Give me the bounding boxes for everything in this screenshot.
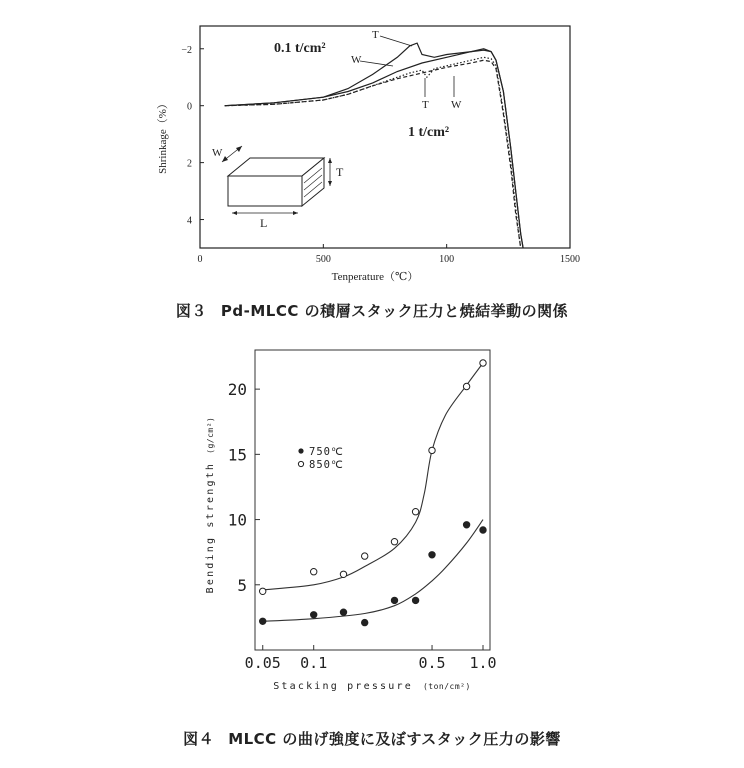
series-line-3 — [225, 60, 521, 248]
x2-tick-label-3: 1.0 — [469, 654, 497, 672]
data-point-s1-8 — [480, 360, 486, 366]
data-point-s0-8 — [480, 527, 486, 533]
data-point-s1-5 — [412, 509, 418, 515]
y2-tick-label-0: 5 — [237, 575, 247, 595]
figure-4-number: 図４ — [183, 730, 215, 748]
figure-3-caption — [0, 300, 744, 321]
y-tick-label-2: 2 — [187, 158, 192, 170]
w-label-high: W — [451, 99, 462, 111]
x-axis-unit: (ton/cm²) — [422, 682, 471, 691]
low-pressure-label: 0.1 t/cm² — [274, 41, 326, 56]
t-label-high: T — [422, 99, 429, 111]
series-line-1 — [225, 50, 523, 248]
x2-tick-label-1: 0.1 — [300, 654, 328, 672]
figure-3 — [150, 8, 590, 288]
figure-3-number: 図３ — [175, 302, 207, 320]
legend-marker-850 — [298, 461, 303, 466]
y-tick-label-3: 4 — [187, 215, 192, 227]
data-point-s0-5 — [412, 597, 418, 603]
data-point-s1-0 — [260, 588, 266, 594]
data-point-s0-7 — [463, 522, 469, 528]
high-pressure-label: 1 t/cm² — [408, 125, 450, 140]
data-point-s0-0 — [260, 618, 266, 624]
legend-label-750: 750℃ — [309, 446, 344, 458]
data-point-s0-3 — [362, 619, 368, 625]
data-point-s0-4 — [391, 597, 397, 603]
series-line-0 — [225, 43, 523, 248]
shrinkage-chart — [150, 8, 590, 288]
inset-t-label: T — [336, 165, 344, 179]
w-label-low: W — [351, 54, 362, 66]
x-axis-label-2 — [273, 681, 471, 692]
legend — [298, 446, 343, 471]
y-axis-label: Shrinkage（%） — [157, 98, 169, 174]
x-tick-label-2: 100 — [439, 254, 455, 265]
sample-block-inset — [212, 146, 344, 230]
data-point-s1-6 — [429, 447, 435, 453]
x-axis-label: Tenperature（℃） — [331, 271, 419, 283]
x-tick-label-1: 500 — [315, 254, 331, 265]
inset-l-label: L — [260, 216, 268, 230]
x-axis-label-text: Stacking pressure — [273, 681, 413, 692]
y-tick-label-1: 0 — [187, 101, 192, 113]
figure-4-caption — [0, 728, 744, 749]
x2-tick-label-2: 0.5 — [418, 654, 446, 672]
data-point-s0-6 — [429, 552, 435, 558]
y2-tick-label-2: 15 — [227, 445, 247, 465]
t-leader-low — [380, 36, 412, 46]
fit-curve-1 — [263, 363, 483, 590]
y2-tick-label-3: 20 — [227, 380, 247, 400]
figure-3-caption-text: Pd-MLCC の積層スタック圧力と焼結挙動の関係 — [220, 302, 569, 320]
data-point-s1-7 — [463, 383, 469, 389]
inset-w-label: W — [212, 147, 223, 159]
data-point-s1-1 — [311, 569, 317, 575]
y-axis-label-2 — [205, 417, 216, 594]
legend-marker-750 — [298, 448, 303, 453]
x-tick-label-0: 0 — [197, 254, 203, 265]
figure-4-caption-text: MLCC の曲げ強度に及ぼすスタック圧力の影響 — [228, 730, 561, 748]
plot-frame-2 — [255, 350, 490, 650]
data-point-s1-3 — [362, 553, 368, 559]
y-axis-unit: (g/cm²) — [206, 416, 215, 454]
y2-tick-label-1: 10 — [227, 510, 247, 530]
x-tick-label-3: 1500 — [560, 254, 580, 265]
bending-strength-chart — [195, 345, 515, 705]
x2-tick-label-0: 0.05 — [244, 654, 281, 672]
data-point-s0-1 — [311, 612, 317, 618]
data-point-s1-2 — [340, 571, 346, 577]
t-label-low: T — [372, 29, 379, 41]
data-point-s1-4 — [391, 539, 397, 545]
data-point-s0-2 — [340, 609, 346, 615]
plot-frame — [200, 26, 570, 248]
y-tick-label-0: −2 — [181, 44, 192, 56]
fit-curve-0 — [263, 520, 483, 622]
figure-4 — [195, 345, 515, 705]
y-axis-label-text: Bending strength — [205, 461, 216, 594]
legend-label-850: 850℃ — [309, 459, 344, 471]
